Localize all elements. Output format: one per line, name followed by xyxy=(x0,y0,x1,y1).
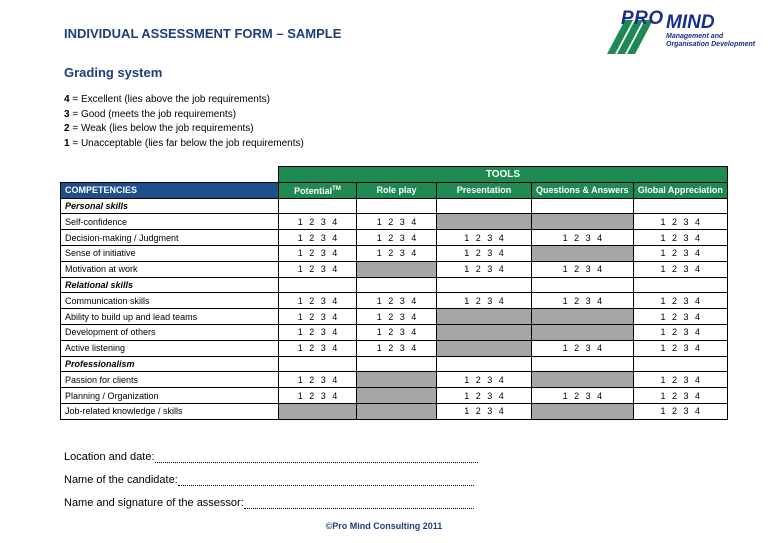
section-cell xyxy=(279,198,357,214)
score-cell[interactable]: 1 2 3 4 xyxy=(279,340,357,356)
table-row xyxy=(61,293,728,309)
competency-label: Active listening xyxy=(61,340,279,356)
disabled-cell xyxy=(357,372,437,388)
score-cell[interactable]: 1 2 3 4 xyxy=(357,214,437,230)
section-cell xyxy=(279,277,357,293)
score-cell[interactable]: 1 2 3 4 xyxy=(437,261,532,277)
logo-tagline-1: Management and xyxy=(666,33,724,40)
score-cell[interactable]: 1 2 3 4 xyxy=(633,403,727,419)
competency-label: Self-confidence xyxy=(61,214,279,230)
section-cell xyxy=(279,356,357,372)
disabled-cell xyxy=(532,324,634,340)
competency-label: Sense of initiative xyxy=(61,245,279,261)
competency-label: Decision-making / Judgment xyxy=(61,230,279,246)
section-label: Relational skills xyxy=(61,277,279,293)
score-cell[interactable]: 1 2 3 4 xyxy=(279,230,357,246)
section-row xyxy=(61,198,728,214)
score-cell[interactable]: 1 2 3 4 xyxy=(279,324,357,340)
logo-pro-text: PRO xyxy=(621,8,664,29)
section-label: Personal skills xyxy=(61,198,279,214)
score-cell[interactable]: 1 2 3 4 xyxy=(532,230,634,246)
score-cell[interactable]: 1 2 3 4 xyxy=(279,245,357,261)
section-cell xyxy=(357,356,437,372)
section-cell xyxy=(357,277,437,293)
disabled-cell xyxy=(437,214,532,230)
score-cell[interactable]: 1 2 3 4 xyxy=(279,293,357,309)
field-label: Name and signature of the assessor: xyxy=(64,497,244,509)
grading-list xyxy=(64,93,304,151)
disabled-cell xyxy=(532,372,634,388)
competency-label: Development of others xyxy=(61,324,279,340)
section-cell xyxy=(532,356,634,372)
score-cell[interactable]: 1 2 3 4 xyxy=(437,388,532,404)
score-cell[interactable]: 1 2 3 4 xyxy=(633,214,727,230)
table-row xyxy=(61,372,728,388)
disabled-cell xyxy=(532,403,634,419)
competency-label: Communication skills xyxy=(61,293,279,309)
logo-tagline-2: Organisation Development xyxy=(666,41,756,48)
score-cell[interactable]: 1 2 3 4 xyxy=(357,324,437,340)
competency-label: Passion for clients xyxy=(61,372,279,388)
section-cell xyxy=(437,277,532,293)
disabled-cell xyxy=(357,261,437,277)
section-cell xyxy=(437,356,532,372)
section-row xyxy=(61,356,728,372)
score-cell[interactable]: 1 2 3 4 xyxy=(357,340,437,356)
score-cell[interactable]: 1 2 3 4 xyxy=(633,388,727,404)
section-cell xyxy=(532,198,634,214)
score-cell[interactable]: 1 2 3 4 xyxy=(357,293,437,309)
table-row xyxy=(61,214,728,230)
assessor-signature-field[interactable] xyxy=(64,497,474,509)
disabled-cell xyxy=(532,245,634,261)
disabled-cell xyxy=(437,309,532,325)
disabled-cell xyxy=(357,388,437,404)
section-cell xyxy=(633,356,727,372)
column-header-potential: Potential™ xyxy=(279,182,357,198)
score-cell[interactable]: 1 2 3 4 xyxy=(279,261,357,277)
score-cell[interactable]: 1 2 3 4 xyxy=(437,372,532,388)
grade-item: 3 = Good (meets the job requirements) xyxy=(64,108,237,120)
column-header-questions-answers: Questions & Answers xyxy=(532,182,634,198)
section-cell xyxy=(633,198,727,214)
column-header-presentation: Presentation xyxy=(437,182,532,198)
table-row xyxy=(61,230,728,246)
field-line[interactable] xyxy=(244,507,474,509)
score-cell[interactable]: 1 2 3 4 xyxy=(532,293,634,309)
disabled-cell xyxy=(532,309,634,325)
field-line[interactable] xyxy=(155,461,478,463)
competency-label: Job-related knowledge / skills xyxy=(61,403,279,419)
disabled-cell xyxy=(437,340,532,356)
competency-label: Motivation at work xyxy=(61,261,279,277)
grade-item: 4 = Excellent (lies above the job requirements) xyxy=(64,94,270,105)
score-cell[interactable]: 1 2 3 4 xyxy=(437,403,532,419)
score-cell[interactable]: 1 2 3 4 xyxy=(532,340,634,356)
location-date-field[interactable] xyxy=(64,451,478,463)
score-cell[interactable]: 1 2 3 4 xyxy=(437,245,532,261)
score-cell[interactable]: 1 2 3 4 xyxy=(633,245,727,261)
score-cell[interactable]: 1 2 3 4 xyxy=(633,324,727,340)
section-label: Professionalism xyxy=(61,356,279,372)
score-cell[interactable]: 1 2 3 4 xyxy=(357,230,437,246)
grade-item: 1 = Unacceptable (lies far below the job requirements) xyxy=(64,137,304,149)
competencies-header: COMPETENCIES xyxy=(61,182,279,198)
table-corner xyxy=(61,167,279,183)
competency-label: Planning / Organization xyxy=(61,388,279,404)
score-cell[interactable]: 1 2 3 4 xyxy=(279,309,357,325)
table-row xyxy=(61,245,728,261)
section-row xyxy=(61,277,728,293)
score-cell[interactable]: 1 2 3 4 xyxy=(633,372,727,388)
disabled-cell xyxy=(532,214,634,230)
score-cell[interactable]: 1 2 3 4 xyxy=(532,261,634,277)
section-cell xyxy=(532,277,634,293)
table-row xyxy=(61,261,728,277)
section-cell xyxy=(437,198,532,214)
table-row xyxy=(61,403,728,419)
field-label: Name of the candidate: xyxy=(64,474,178,486)
footer-copyright: ©Pro Mind Consulting 2011 xyxy=(325,521,443,531)
score-cell[interactable]: 1 2 3 4 xyxy=(633,261,727,277)
table-row xyxy=(61,340,728,356)
disabled-cell xyxy=(279,403,357,419)
score-cell[interactable]: 1 2 3 4 xyxy=(279,214,357,230)
disabled-cell xyxy=(357,403,437,419)
competency-label: Ability to build up and lead teams xyxy=(61,309,279,325)
table-row xyxy=(61,388,728,404)
table-row xyxy=(61,324,728,340)
score-cell[interactable]: 1 2 3 4 xyxy=(279,388,357,404)
score-cell[interactable]: 1 2 3 4 xyxy=(633,309,727,325)
score-cell[interactable]: 1 2 3 4 xyxy=(357,245,437,261)
score-cell[interactable]: 1 2 3 4 xyxy=(437,230,532,246)
score-cell[interactable]: 1 2 3 4 xyxy=(279,372,357,388)
candidate-name-field[interactable] xyxy=(64,474,474,486)
grade-item: 2 = Weak (lies below the job requirements) xyxy=(64,123,254,134)
assessment-table xyxy=(60,166,728,420)
table-row xyxy=(61,309,728,325)
score-cell[interactable]: 1 2 3 4 xyxy=(357,309,437,325)
column-header-role-play: Role play xyxy=(357,182,437,198)
form-title: INDIVIDUAL ASSESSMENT FORM – SAMPLE xyxy=(64,26,342,41)
field-label: Location and date: xyxy=(64,451,155,463)
tools-header: TOOLS xyxy=(279,167,728,183)
score-cell[interactable]: 1 2 3 4 xyxy=(532,388,634,404)
field-line[interactable] xyxy=(178,484,474,486)
grading-title: Grading system xyxy=(64,65,163,80)
score-cell[interactable]: 1 2 3 4 xyxy=(437,293,532,309)
promind-logo xyxy=(603,8,758,56)
logo-mind-text: MIND xyxy=(666,12,715,33)
column-header-global-appreciation: Global Appreciation xyxy=(633,182,727,198)
section-cell xyxy=(357,198,437,214)
section-cell xyxy=(633,277,727,293)
score-cell[interactable]: 1 2 3 4 xyxy=(633,230,727,246)
disabled-cell xyxy=(437,324,532,340)
score-cell[interactable]: 1 2 3 4 xyxy=(633,293,727,309)
score-cell[interactable]: 1 2 3 4 xyxy=(633,340,727,356)
